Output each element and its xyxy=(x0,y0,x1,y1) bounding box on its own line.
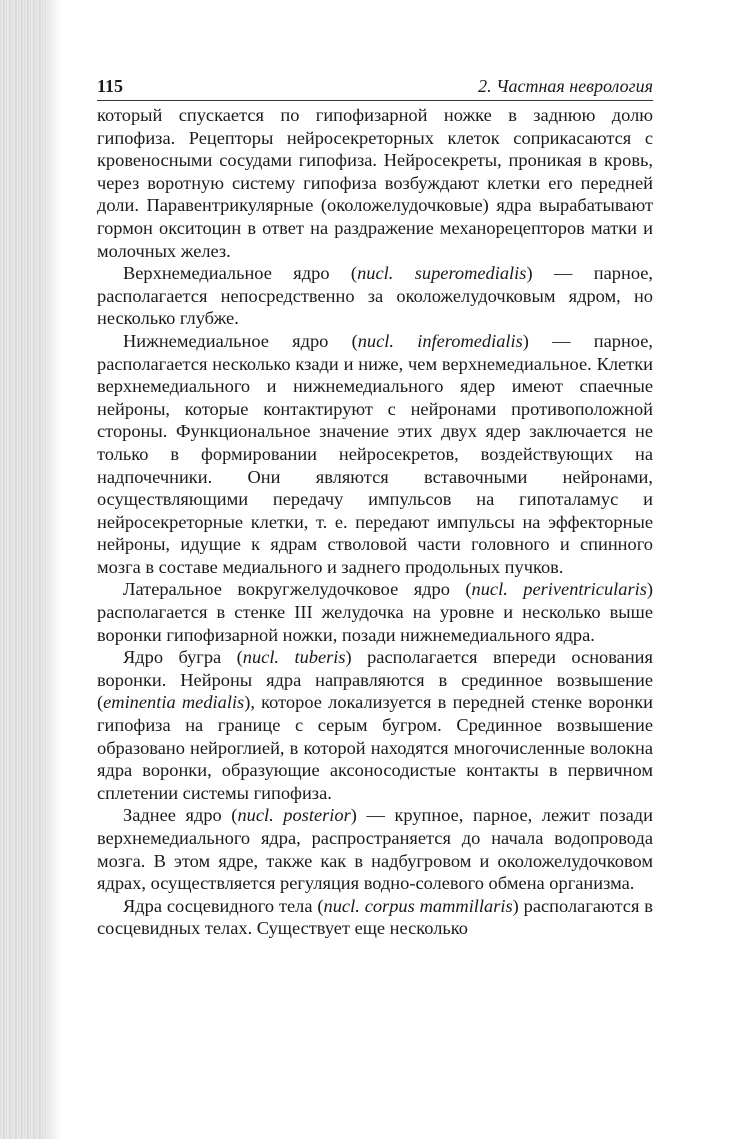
paragraph xyxy=(97,578,653,646)
latin-term: nucl. inferomedialis xyxy=(357,330,523,351)
text-segment: Нижнемедиальное ядро ( xyxy=(123,330,358,351)
text-segment: ) располагается в стенке III желудочка на уровне и несколько выше воронки гипофизарной ножки, позади нижнемедиального ядра. xyxy=(97,579,654,645)
text-segment: Заднее ядро ( xyxy=(123,805,238,826)
book-spine-shadow xyxy=(0,0,44,1139)
paragraph xyxy=(97,646,653,804)
paragraph xyxy=(97,262,653,330)
latin-term: nucl. tuberis xyxy=(242,647,346,668)
latin-term: nucl. periventricularis xyxy=(471,579,647,600)
page-number: 115 xyxy=(97,76,124,96)
text-segment: ) — парное, располагается непосредственно за околожелудочковым ядром, но несколько глубже. xyxy=(97,263,654,329)
page-header xyxy=(97,72,653,101)
body-text xyxy=(97,104,653,940)
latin-term: nucl. posterior xyxy=(237,805,351,826)
text-segment: ) — крупное, парное, лежит позади верхнемедиального ядра, распространяется до начала водопровода мозга. В этом ядре, также как в надбугровом и околожелудочковом ядрах, осуществляется регуляция водно-солевого обмена организма. xyxy=(97,805,653,894)
paragraph xyxy=(97,895,653,940)
text-segment: ), которое локализуется в передней стенке воронки гипофиза на границе с серым бугром. Срединное возвышение образовано нейроглией, в которой находятся многочисленные волокна ядра воронки, образующие аксоносодистые контакты в первичном сплетении системы гипофиза. xyxy=(97,692,653,803)
text-segment: который спускается по гипофизарной ножке в заднюю долю гипофиза. Рецепторы нейросекреторных клеток соприкасаются с кровеносными сосудами гипофиза. Нейросекреты, проникая в кровь, через воротную систему гипофиза возбуждают клетки его передней доли. Паравентрикулярные (околожелудочковые) ядра вырабатывают гормон окситоцин в ответ на раздражение механорецепторов матки и молочных желез. xyxy=(97,105,653,261)
text-segment: Ядра сосцевидного тела ( xyxy=(123,895,324,916)
text-segment: Латеральное вокругжелудочковое ядро ( xyxy=(123,579,472,600)
running-head: 2. Частная неврология xyxy=(478,76,653,96)
text-segment: ) располагается впереди основания воронки. Нейроны ядра направляются в срединное возвышение ( xyxy=(97,647,653,713)
text-segment: ) располагаются в сосцевидных телах. Существует еще несколько xyxy=(97,895,653,939)
latin-term: nucl. corpus mammillaris xyxy=(323,895,513,916)
text-segment: ) — парное, располагается несколько кзади и ниже, чем верхнемедиальное. Клетки верхнемедиального и нижнемедиального ядер имеют спаечные нейроны, которые контактируют с нейронами противоположной стороны. Функциональное значение этих двух ядер заключается не только в формировании нейросекретов, воздействующих на надпочечники. Они являются вставочными нейронами, осуществляющими передачу импульсов на гипоталамус и нейросекреторные клетки, т. е. передают импульсы на эффекторные нейроны, идущие к ядрам стволовой части головного и спинного мозга в составе медиального и заднего продольных пучков. xyxy=(97,330,653,577)
latin-term: nucl. superomedialis xyxy=(357,263,527,284)
latin-term: eminentia medialis xyxy=(103,692,245,713)
text-segment: Верхнемедиальное ядро ( xyxy=(123,263,358,284)
paragraph xyxy=(97,330,653,579)
text-segment: Ядро бугра ( xyxy=(123,647,243,668)
book-page xyxy=(97,72,653,940)
paragraph xyxy=(97,804,653,894)
paragraph xyxy=(97,104,653,262)
